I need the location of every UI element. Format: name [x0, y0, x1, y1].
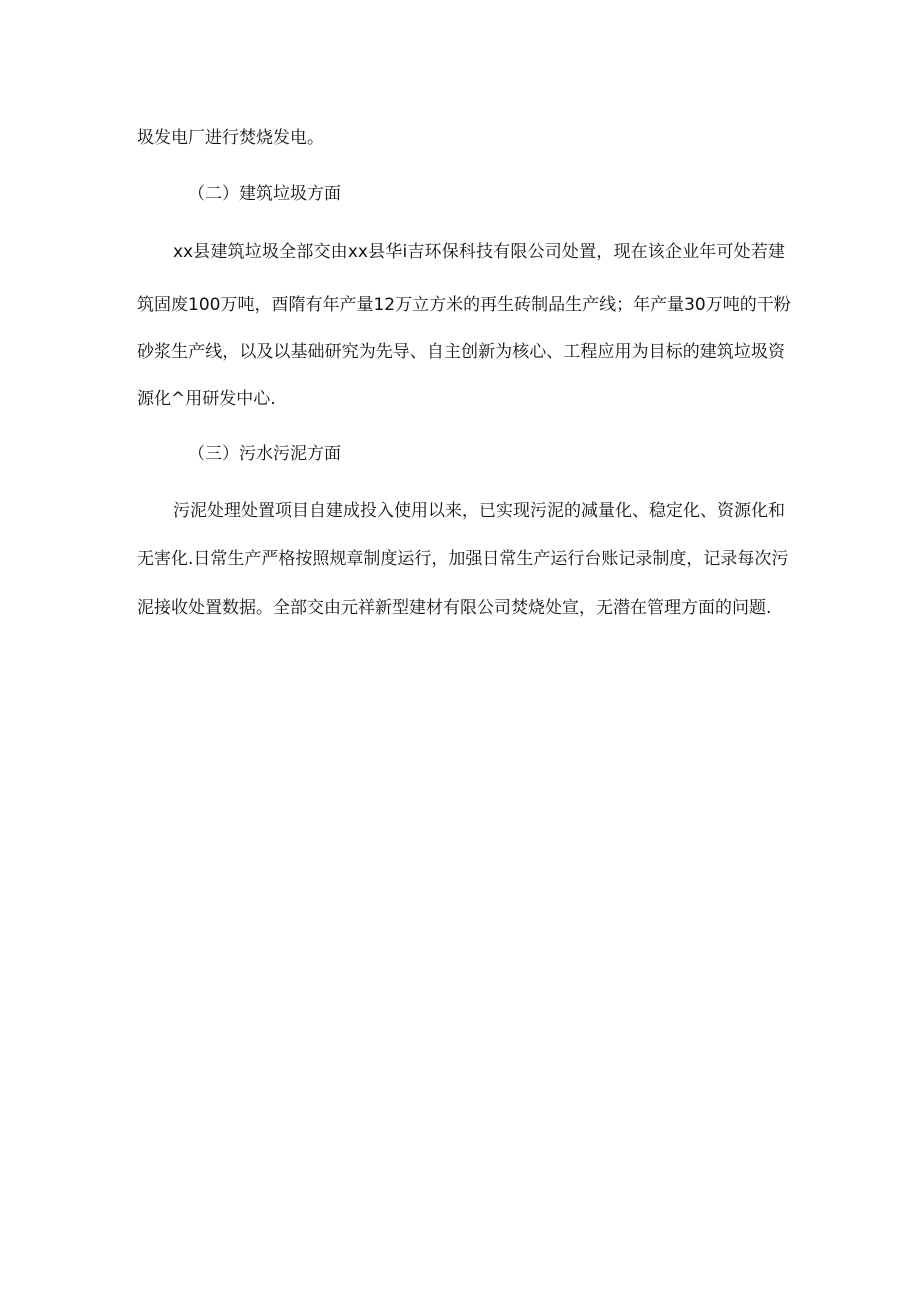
section-heading-construction-waste: （二）建筑垃圾方面 [188, 184, 341, 204]
paragraph-line: 砂浆生产线，以及以基础研究为先导、自主创新为核心、工程应用为目标的建筑垃圾资 [137, 342, 785, 362]
paragraph-line: 源化^用研发中心. [137, 389, 276, 409]
paragraph-line: 无害化.日常生产严格按照规章制度运行，加强日常生产运行台账记录制度，记录每次污 [137, 549, 789, 569]
paragraph-continuation-line: 圾发电厂进行焚烧发电。 [137, 128, 324, 148]
paragraph-line: xx县建筑垃圾全部交由xx县华i吉环保科技有限公司处置，现在该企业年可处若建 [173, 242, 785, 262]
paragraph-line: 泥接收处置数据。全部交由元祥新型建材有限公司焚烧处宣，无潜在管理方面的问题. [137, 598, 772, 618]
paragraph-line: 筑固废100万吨，酉隋有年产量12万立方米的再生砖制品生产线；年产量30万吨的干粉 [137, 295, 791, 315]
section-heading-sewage-sludge: （三）污水污泥方面 [188, 444, 341, 464]
paragraph-line: 污泥处理处置项目自建成投入使用以来，已实现污泥的减量化、稳定化、资源化和 [173, 501, 785, 521]
